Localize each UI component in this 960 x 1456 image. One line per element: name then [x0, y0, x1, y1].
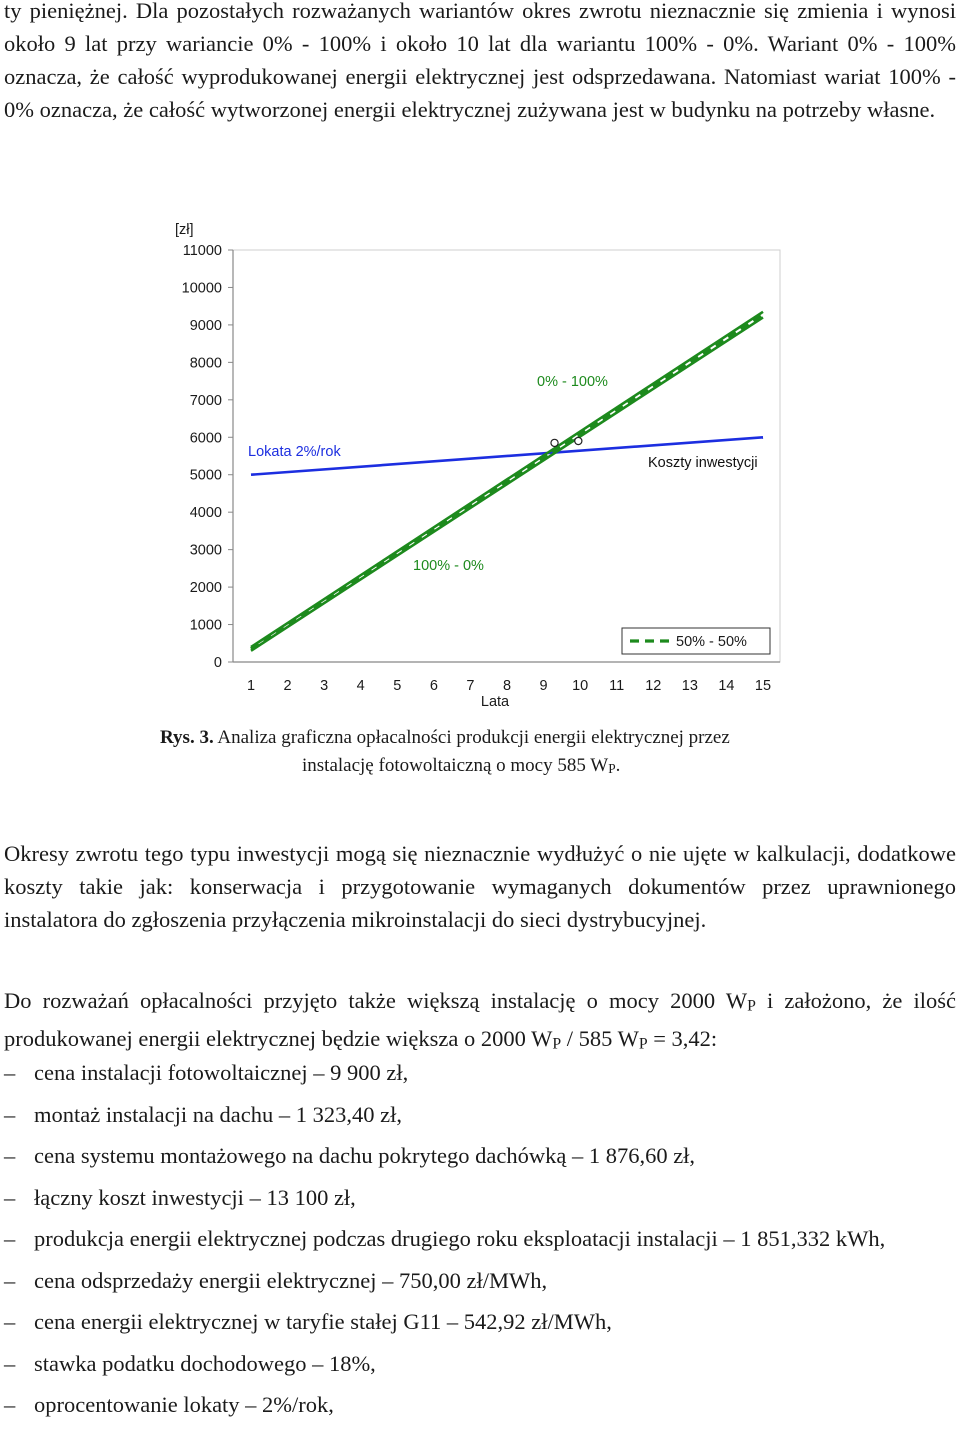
parameter-item — [4, 1305, 956, 1338]
dash-bullet-icon: – — [4, 1350, 16, 1376]
y-tick-label: 5000 — [189, 467, 222, 484]
figure-caption-label: Rys. 3. — [160, 727, 214, 748]
dash-bullet-icon: – — [4, 1392, 16, 1417]
chart-annotation: Koszty inwestycji — [648, 455, 758, 471]
parameter-item — [4, 1139, 956, 1172]
x-tick-label: 4 — [356, 678, 365, 694]
unit-sub-2: P — [552, 1035, 562, 1053]
y-tick-label: 6000 — [189, 430, 222, 447]
y-tick-label: 3000 — [189, 542, 222, 559]
chart-annotation: 100% - 0% — [413, 558, 484, 574]
intersection-point — [551, 439, 558, 446]
y-tick-label: 4000 — [189, 505, 222, 522]
parameter-text: stawka podatku dochodowego – 18%, — [34, 1350, 376, 1376]
dash-bullet-icon: – — [4, 1309, 16, 1334]
y-tick-label: 11000 — [182, 243, 222, 259]
x-tick-label: 8 — [502, 678, 512, 694]
paragraph-intro: ty pieniężnej. Dla pozostałych rozważanych wariantów okres zwrotu nieznacznie się zmienia i wynosi około 9 lat przy wariancie 0% - 100% i około 10 lat dla wariantu 100% - 0%. Wariant 0% - 100% oznacza, że całość wyprodukowanej energii elektrycznej jest odsprzedawana. Natomiast wariat 100% - 0% oznacza, że całość wytworzonej energii elektrycznej zużywana jest w budynku na potrzeby własne. — [4, 0, 956, 122]
assumption-text-4: = 3,42: — [647, 1026, 718, 1052]
parameter-text: łączny koszt inwestycji – 13 100 zł, — [34, 1184, 356, 1210]
parameter-list — [4, 1056, 956, 1430]
assumption-text-2: i założono, że ilość produkowanej energii elektrycznej będzie większa o 2000 W — [4, 988, 956, 1052]
dash-bullet-icon: – — [4, 1143, 16, 1168]
parameter-item — [4, 1347, 956, 1380]
figure-caption-line2: instalację fotowoltaiczną o mocy 585 W — [302, 755, 609, 776]
series-line-3 — [251, 315, 763, 649]
x-tick-label: 5 — [393, 678, 402, 694]
x-tick-label: 3 — [320, 678, 329, 694]
paragraph-costs: Okresy zwrotu tego typu inwestycji mogą się nieznacznie wydłużyć o nie ujęte w kalkulacji, dodatkowe koszty takie jak: konserwacja i przygotowanie wymaganych dokumentów przez uprawnionego instalatora do zgłoszenia przyłączenia mikroinstalacji do sieci dystrybucyjnej. — [4, 841, 956, 932]
dash-bullet-icon: – — [4, 1267, 16, 1293]
y-tick-label: 0 — [213, 655, 222, 671]
x-axis-title: Lata — [480, 694, 510, 710]
x-tick-label: 14 — [718, 678, 735, 694]
chart-series — [251, 312, 763, 651]
dash-bullet-icon: – — [4, 1060, 16, 1085]
y-tick-label: 2000 — [189, 580, 222, 597]
figure-caption-end: . — [615, 755, 621, 776]
x-tick-label: 6 — [429, 678, 438, 694]
x-tick-label: 11 — [609, 678, 625, 694]
assumption-text-1: Do rozważań opłacalności przyjęto także większą instalację o mocy 2000 W — [4, 988, 748, 1013]
parameter-item — [4, 1388, 956, 1421]
parameter-item — [4, 1222, 956, 1255]
dash-bullet-icon: – — [4, 1184, 16, 1210]
payback-chart — [160, 212, 800, 712]
intersection-point — [575, 437, 582, 444]
paragraph-assumptions — [4, 984, 956, 1061]
parameter-text: cena energii elektrycznej w taryfie stałej G11 – 542,92 zł/MWh, — [34, 1309, 612, 1334]
y-tick-label: 9000 — [189, 317, 222, 334]
chart-annotation: 0% - 100% — [537, 374, 608, 390]
parameter-text: montaż instalacji na dachu – 1 323,40 zł, — [34, 1101, 403, 1127]
legend-label: 50% - 50% — [676, 634, 747, 650]
x-tick-label: 1 — [246, 678, 256, 694]
parameter-text: cena systemu montażowego na dachu pokrytego dachówką – 1 876,60 zł, — [34, 1143, 696, 1168]
assumption-text-3: / 585 W — [561, 1026, 639, 1052]
parameter-item — [4, 1098, 956, 1131]
unit-sub-3: P — [638, 1035, 648, 1053]
figure-caption-line1: Analiza graficzna opłacalności produkcji energii elektrycznej przez — [217, 727, 730, 748]
y-tick-label: 8000 — [189, 355, 222, 372]
dash-bullet-icon: – — [4, 1101, 16, 1127]
figure-caption — [160, 724, 860, 783]
chart-annotation: Lokata 2%/rok — [248, 444, 341, 460]
unit-sub-1: P — [747, 997, 756, 1015]
x-tick-label: 12 — [645, 678, 662, 694]
x-tick-label: 9 — [539, 678, 548, 694]
y-tick-label: 1000 — [189, 617, 222, 634]
x-tick-label: 7 — [466, 678, 475, 694]
y-axis-title: [zł] — [175, 222, 194, 238]
figure-caption-sub: P — [608, 760, 616, 776]
x-tick-label: 10 — [572, 678, 589, 694]
x-tick-label: 13 — [681, 678, 698, 694]
y-tick-label: 7000 — [189, 392, 222, 409]
parameter-text: cena odsprzedaży energii elektrycznej – 750,00 zł/MWh, — [34, 1267, 548, 1293]
parameter-item — [4, 1264, 956, 1297]
x-tick-label: 15 — [754, 678, 772, 694]
parameter-item — [4, 1181, 956, 1214]
parameter-text: produkcja energii elektrycznej podczas drugiego roku eksploatacji instalacji – 1 851,332 kWh, — [34, 1226, 886, 1251]
x-tick-label: 2 — [283, 678, 292, 694]
parameter-text: cena instalacji fotowoltaicznej – 9 900 zł, — [34, 1060, 409, 1085]
y-tick-label: 10000 — [181, 280, 222, 297]
series-line-2 — [251, 317, 763, 650]
parameter-text: oprocentowanie lokaty – 2%/rok, — [34, 1392, 334, 1417]
parameter-item — [4, 1056, 956, 1089]
dash-bullet-icon: – — [4, 1226, 16, 1251]
series-line-1 — [251, 312, 763, 647]
chart-annotations — [248, 374, 770, 654]
